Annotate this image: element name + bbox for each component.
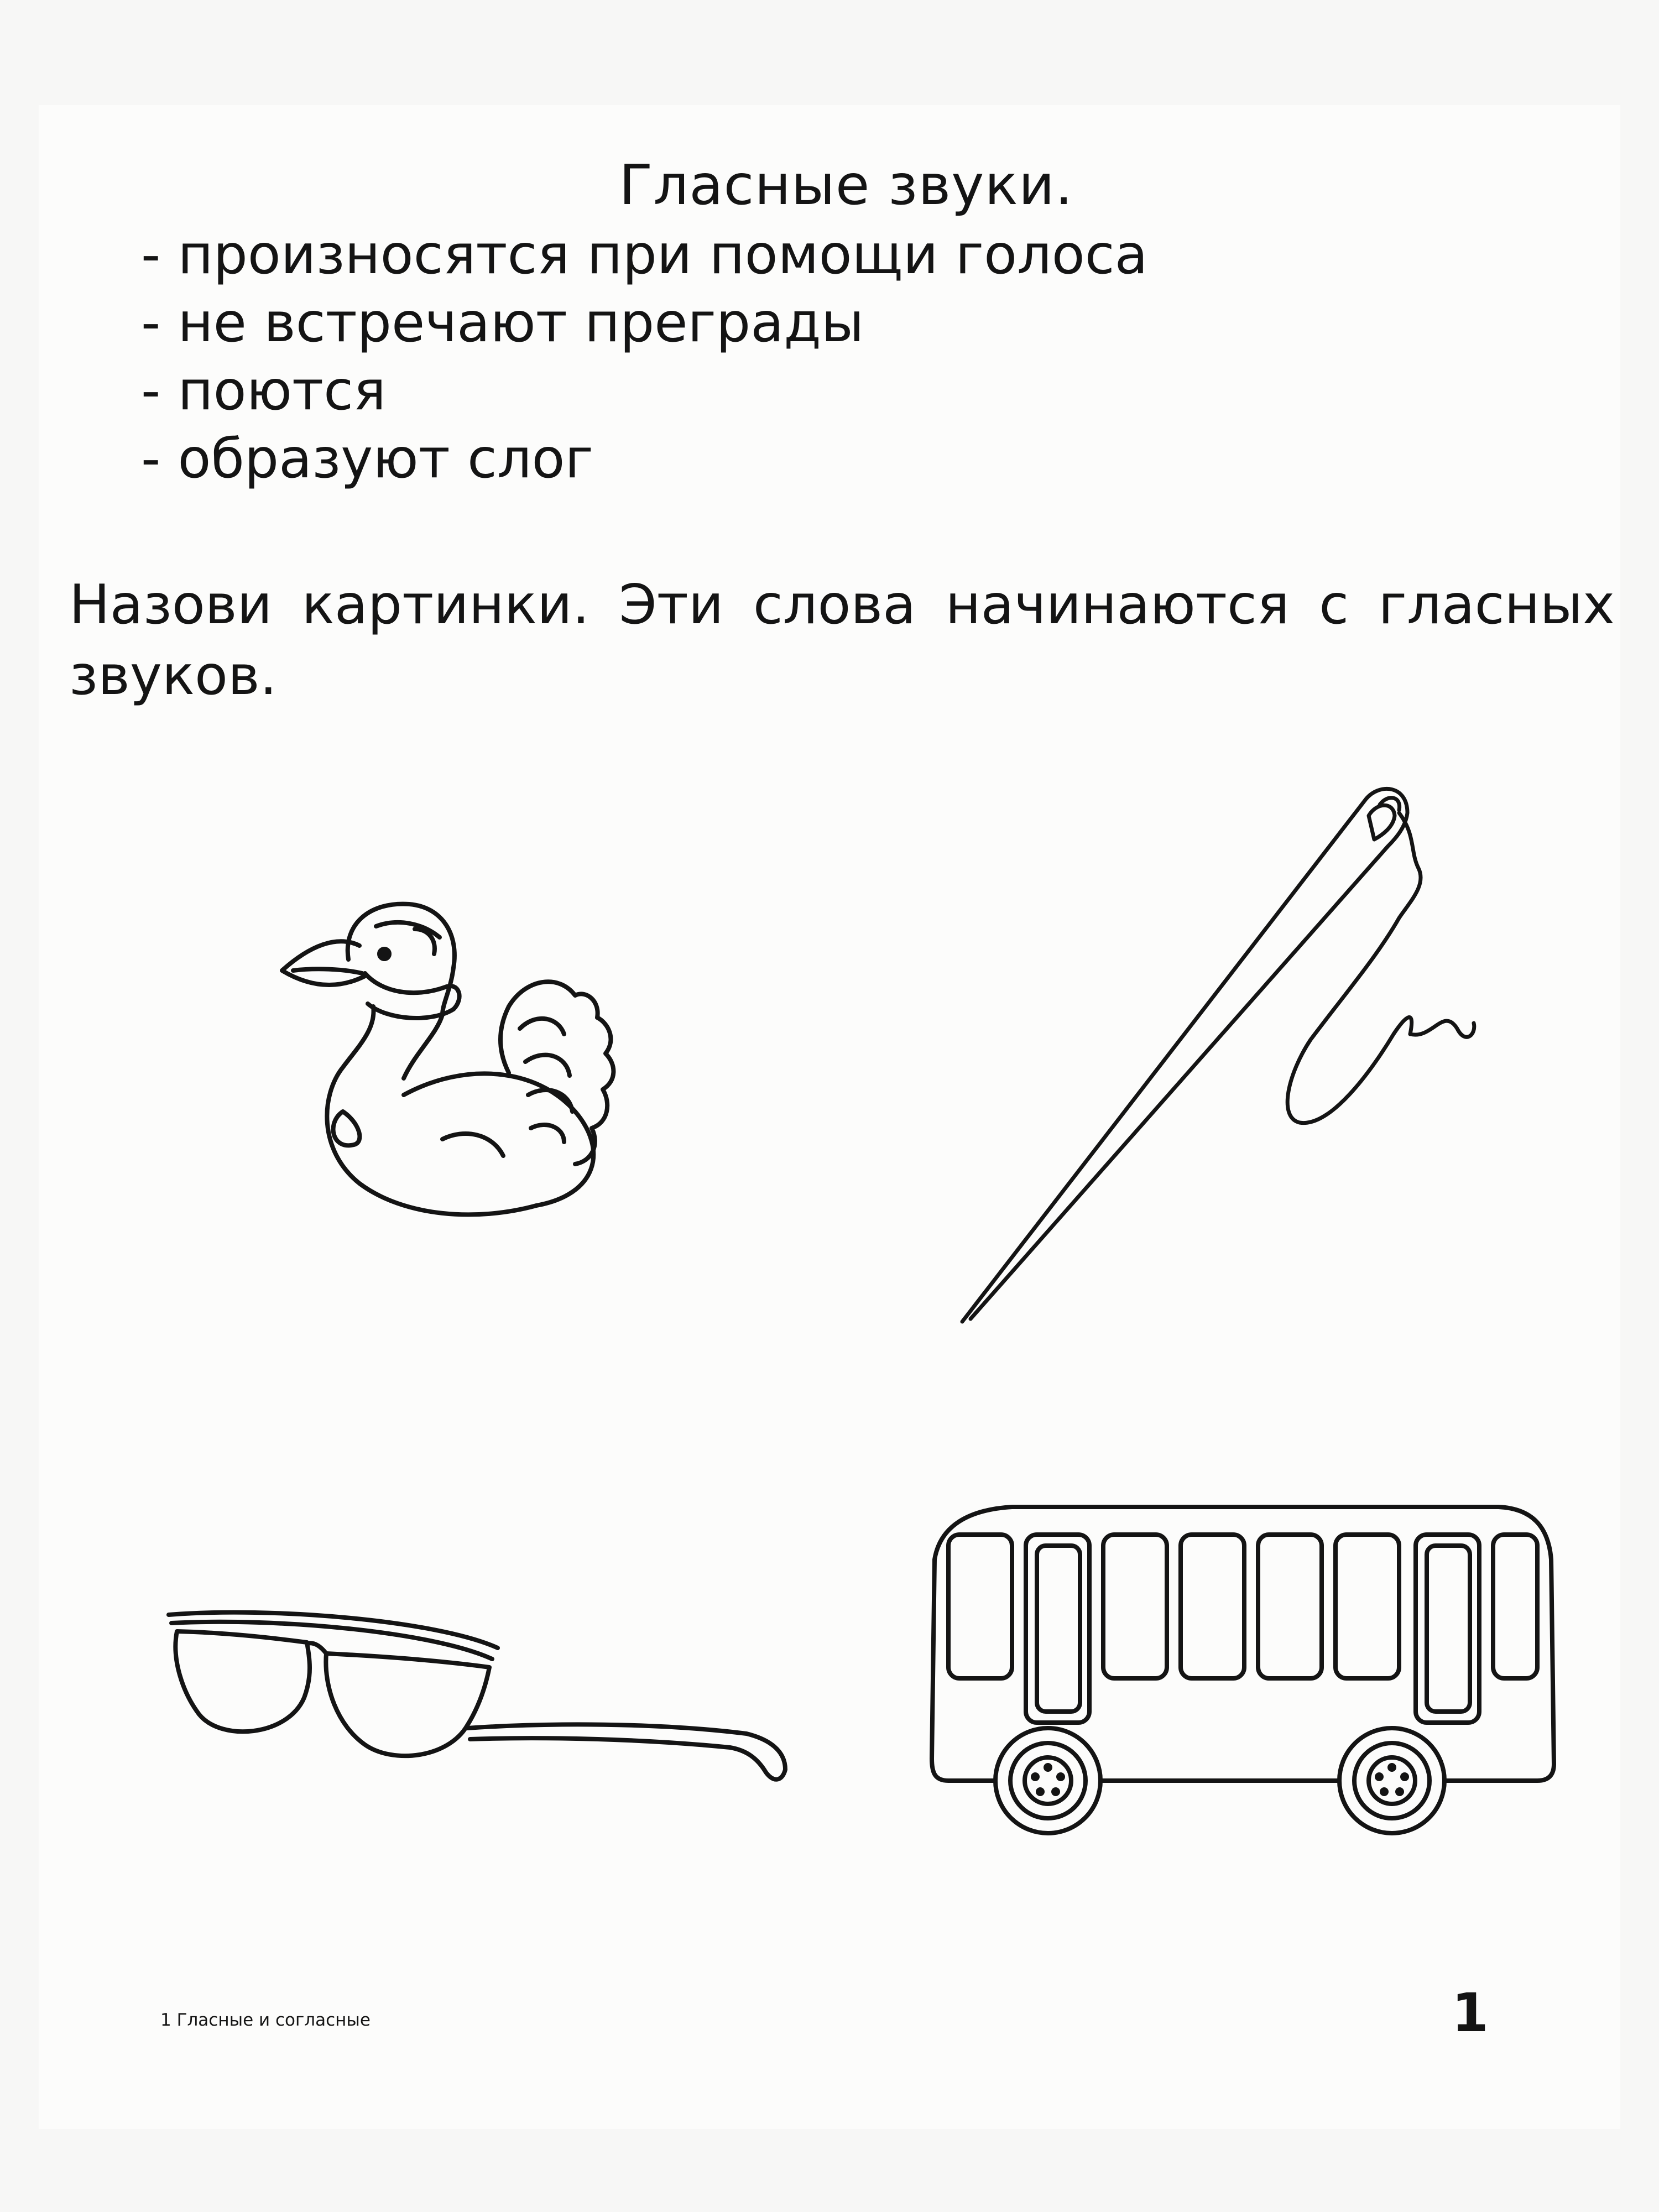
bus-picture: [918, 1499, 1565, 1858]
needle-icon: [957, 774, 1499, 1327]
duck-icon: [276, 863, 719, 1305]
page-title: Гласные звуки.: [619, 153, 1073, 217]
page-number: 1: [1452, 1982, 1489, 2044]
needle-picture: [957, 774, 1499, 1327]
rule-item: - не встречают преграды: [141, 291, 864, 354]
glasses-icon: [160, 1598, 802, 1797]
duck-picture: [276, 863, 719, 1305]
rule-item: - образуют слог: [141, 427, 593, 491]
bus-icon: [918, 1499, 1565, 1858]
task-instruction: Назови картинки. Эти слова начинаются с гласных звуков.: [69, 573, 1615, 707]
vowel-rules-list: [141, 221, 1148, 493]
rule-item: - поются: [141, 359, 386, 422]
footer-section-title: 1 Гласные и согласные: [160, 2010, 371, 2030]
rule-item: - произносятся при помощи голоса: [141, 223, 1148, 286]
glasses-picture: [160, 1598, 802, 1797]
